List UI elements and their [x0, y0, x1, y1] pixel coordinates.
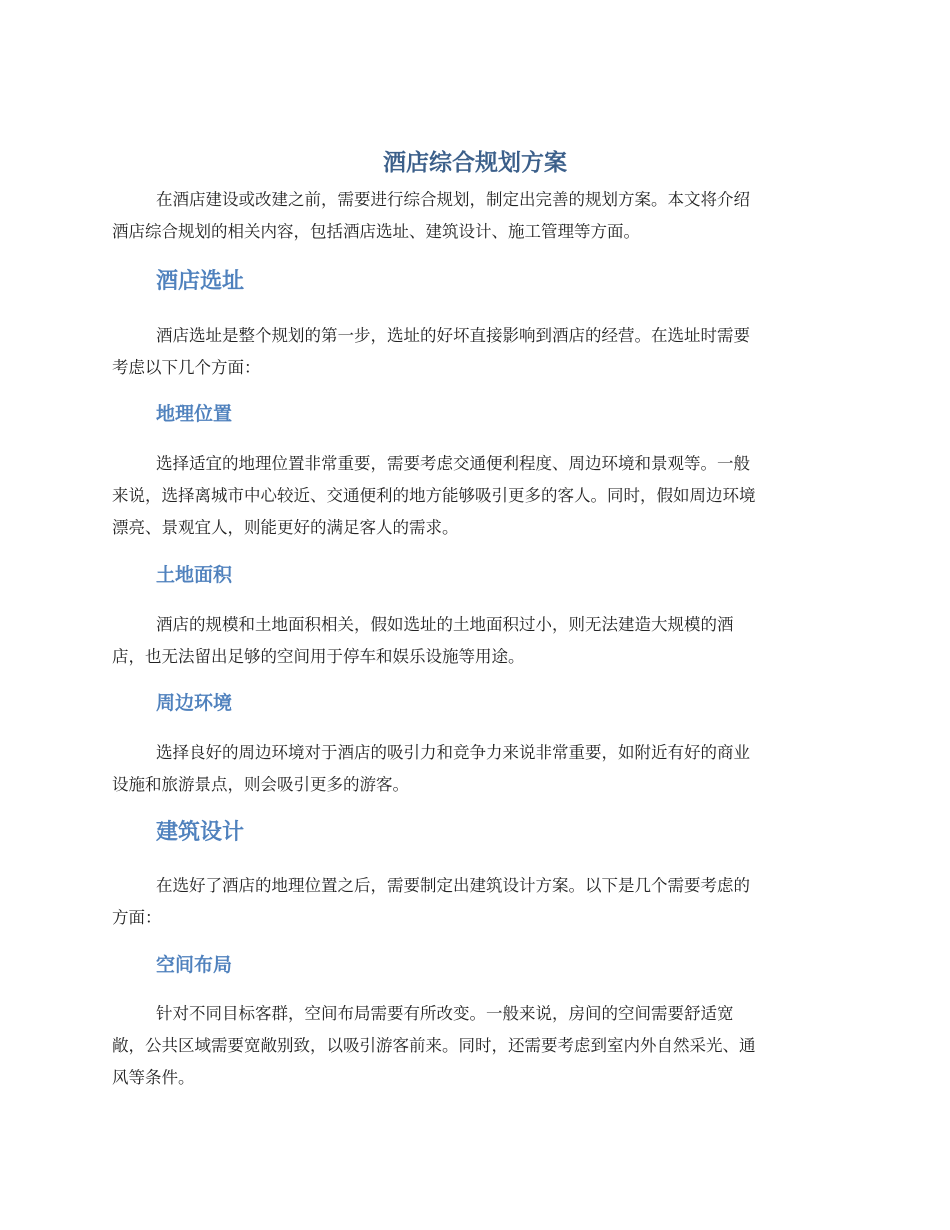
- subsection-paragraph-location: [112, 448, 840, 544]
- paragraph-line: 在选好了酒店的地理位置之后，需要制定出建筑设计方案。以下是几个需要考虑的: [156, 876, 750, 895]
- paragraph-line: 考虑以下几个方面：: [112, 358, 261, 377]
- section-heading-architecture: 建筑设计: [156, 820, 245, 845]
- paragraph-line: 酒店的规模和土地面积相关，假如选址的土地面积过小，则无法建造大规模的酒: [156, 615, 734, 634]
- paragraph-line: 来说，选择离城市中心较近、交通便利的地方能够吸引更多的客人。同时，假如周边环境: [112, 486, 756, 505]
- subsection-heading-location: 地理位置: [156, 403, 233, 425]
- section-paragraph-site-selection: [112, 320, 840, 384]
- section-heading-site-selection: 酒店选址: [156, 269, 245, 294]
- paragraph-line: 针对不同目标客群，空间布局需要有所改变。一般来说，房间的空间需要舒适宽: [156, 1004, 734, 1023]
- paragraph-line: 敞，公共区域需要宽敞别致，以吸引游客前来。同时，还需要考虑到室内外自然采光、通: [112, 1036, 756, 1055]
- paragraph-line: 在酒店建设或改建之前，需要进行综合规划，制定出完善的规划方案。本文将介绍: [156, 190, 750, 209]
- paragraph-line: 漂亮、景观宜人，则能更好的满足客人的需求。: [112, 518, 459, 537]
- paragraph-line: 酒店选址是整个规划的第一步，选址的好坏直接影响到酒店的经营。在选址时需要: [156, 326, 750, 345]
- subsection-paragraph-spatial-layout: [112, 998, 840, 1094]
- subsection-heading-surroundings: 周边环境: [156, 692, 233, 714]
- subsection-paragraph-land-area: [112, 609, 840, 673]
- paragraph-line: 风等条件。: [112, 1068, 195, 1087]
- paragraph-line: 选择良好的周边环境对于酒店的吸引力和竞争力来说非常重要，如附近有好的商业: [156, 743, 750, 762]
- subsection-heading-land-area: 土地面积: [156, 564, 233, 586]
- paragraph-line: 选择适宜的地理位置非常重要，需要考虑交通便利程度、周边环境和景观等。一般: [156, 454, 750, 473]
- paragraph-line: 酒店综合规划的相关内容，包括酒店选址、建筑设计、施工管理等方面。: [112, 222, 640, 241]
- paragraph-line: 设施和旅游景点，则会吸引更多的游客。: [112, 775, 409, 794]
- intro-paragraph: [112, 184, 840, 248]
- section-paragraph-architecture: [112, 870, 840, 934]
- subsection-paragraph-surroundings: [112, 737, 840, 801]
- paragraph-line: 方面：: [112, 908, 162, 927]
- paragraph-line: 店，也无法留出足够的空间用于停车和娱乐设施等用途。: [112, 647, 525, 666]
- subsection-heading-spatial-layout: 空间布局: [156, 954, 233, 976]
- document-title: 酒店综合规划方案: [383, 150, 567, 176]
